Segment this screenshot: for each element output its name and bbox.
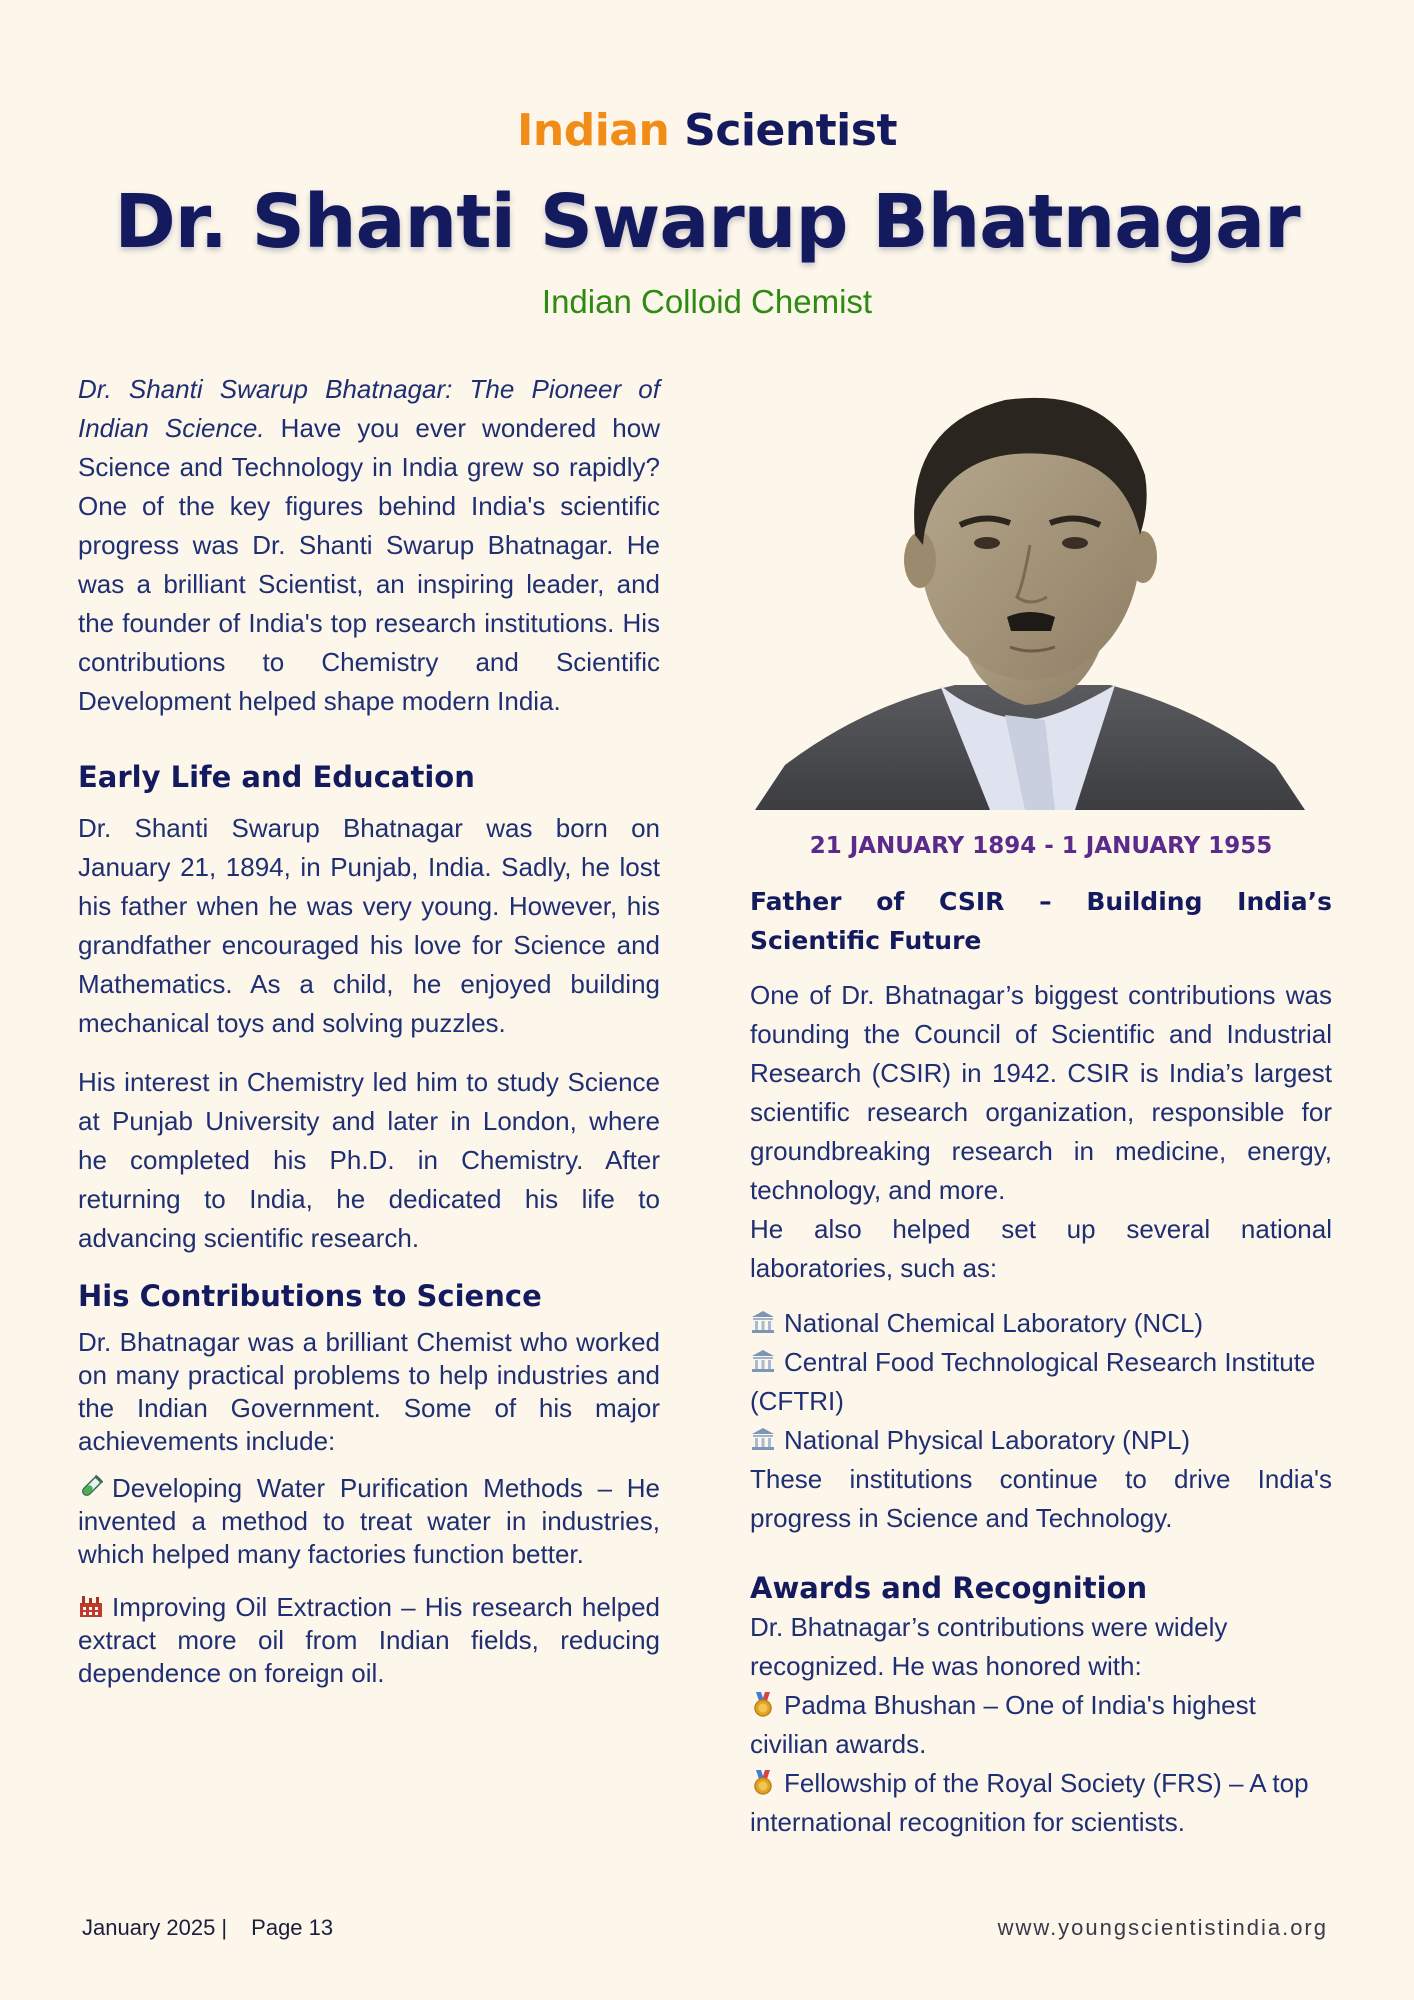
intro-lead: Dr. Shanti Swarup Bhatnagar: The Pioneer of Indian Science. [78,374,660,443]
contribution-item-water [78,1472,660,1571]
contributions-heading: His Contributions to Science [78,1279,542,1313]
csir-heading: Father of CSIR – Building India’s Scientific Future [750,887,1332,955]
left-column [78,370,660,1690]
footer-left [82,1915,333,1941]
footer-date: January 2025 | [82,1915,228,1940]
award-item-padma [750,1686,1332,1764]
page-title: Dr. Shanti Swarup Bhatnagar [114,179,1300,265]
lab-item [750,1343,1332,1421]
csir-paragraph-2: He also helped set up several national laboratories, such as: [750,1214,1332,1283]
footer-page-number: Page 13 [251,1915,334,1940]
lab-item-npl: National Physical Laboratory (NPL) [784,1425,1191,1455]
awards-heading: Awards and Recognition [750,1571,1148,1605]
award-item-frs-text: Fellowship of the Royal Society (FRS) – A top international recognition for scientists. [750,1768,1309,1837]
medal-icon [750,1769,776,1795]
early-life-paragraph-2: His interest in Chemistry led him to study Science at Punjab University and later in London, where he completed his Ph.D. in Chemistry. After returning to India, he dedicated his life to advancing scientific research. [78,1067,660,1253]
labs-list [750,1304,1332,1460]
awards-intro: Dr. Bhatnagar’s contributions were widely recognized. He was honored with: [750,1612,1228,1681]
institution-building-icon [750,1348,776,1374]
contribution-item-oil [78,1591,660,1690]
footer-website: www.youngscientistindia.org [997,1915,1328,1940]
intro-paragraph [78,370,660,721]
portrait-image [755,385,1305,810]
contribution-item-water-text: Developing Water Purification Methods – He invented a method to treat water in industries, which helped many factories function better. [78,1473,660,1569]
lab-item [750,1421,1332,1460]
page-subtitle: Indian Colloid Chemist [541,283,873,320]
medal-icon [750,1691,776,1717]
early-life-paragraph-1: Dr. Shanti Swarup Bhatnagar was born on January 21, 1894, in Punjab, India. Sadly, he lost his father when he was very young. However, his grandfather encouraged his love for Science and Mathematics. As a child, he enjoyed building mechanical toys and solving puzzles. [78,813,660,1038]
lab-item-ncl: National Chemical Laboratory (NCL) [784,1308,1204,1338]
award-item-frs [750,1764,1332,1842]
factory-icon [78,1593,104,1619]
life-dates: 21 JANUARY 1894 - 1 JANUARY 1955 [809,833,1273,859]
institution-building-icon [750,1309,776,1335]
section-kicker [0,100,1414,162]
kicker-word-scientist: Scientist [684,105,897,156]
lab-item [750,1304,1332,1343]
lab-item-cftri: Central Food Technological Research Institute (CFTRI) [750,1347,1316,1416]
page-header [0,100,1414,322]
test-tube-icon [78,1474,104,1500]
csir-paragraph-1: One of Dr. Bhatnagar’s biggest contributions was founding the Council of Scientific and Industrial Research (CSIR) in 1942. CSIR is India’s largest scientific research organization, responsible for groundbreaking research in medicine, energy, technology, and more. [750,980,1332,1205]
institution-building-icon [750,1426,776,1452]
award-item-padma-text: Padma Bhushan – One of India's highest civilian awards. [750,1690,1256,1759]
intro-body: Have you ever wondered how Science and Technology in India grew so rapidly? One of the key figures behind India's scientific progress was Dr. Shanti Swarup Bhatnagar. He was a brilliant Scientist, an inspiring leader, and the founder of India's top research institutions. His contributions to Chemistry and Scientific Development helped shape modern India. [78,413,660,716]
contributions-intro: Dr. Bhatnagar was a brilliant Chemist who worked on many practical problems to help industries and the Indian Government. Some of his major achievements include: [78,1327,660,1456]
contribution-item-oil-text: Improving Oil Extraction – His research helped extract more oil from Indian fields, reducing dependence on foreign oil. [78,1592,660,1688]
kicker-word-indian: Indian [517,105,670,156]
csir-paragraph-3: These institutions continue to drive India's progress in Science and Technology. [750,1464,1332,1533]
early-life-heading: Early Life and Education [78,760,475,794]
right-column [750,882,1332,1842]
